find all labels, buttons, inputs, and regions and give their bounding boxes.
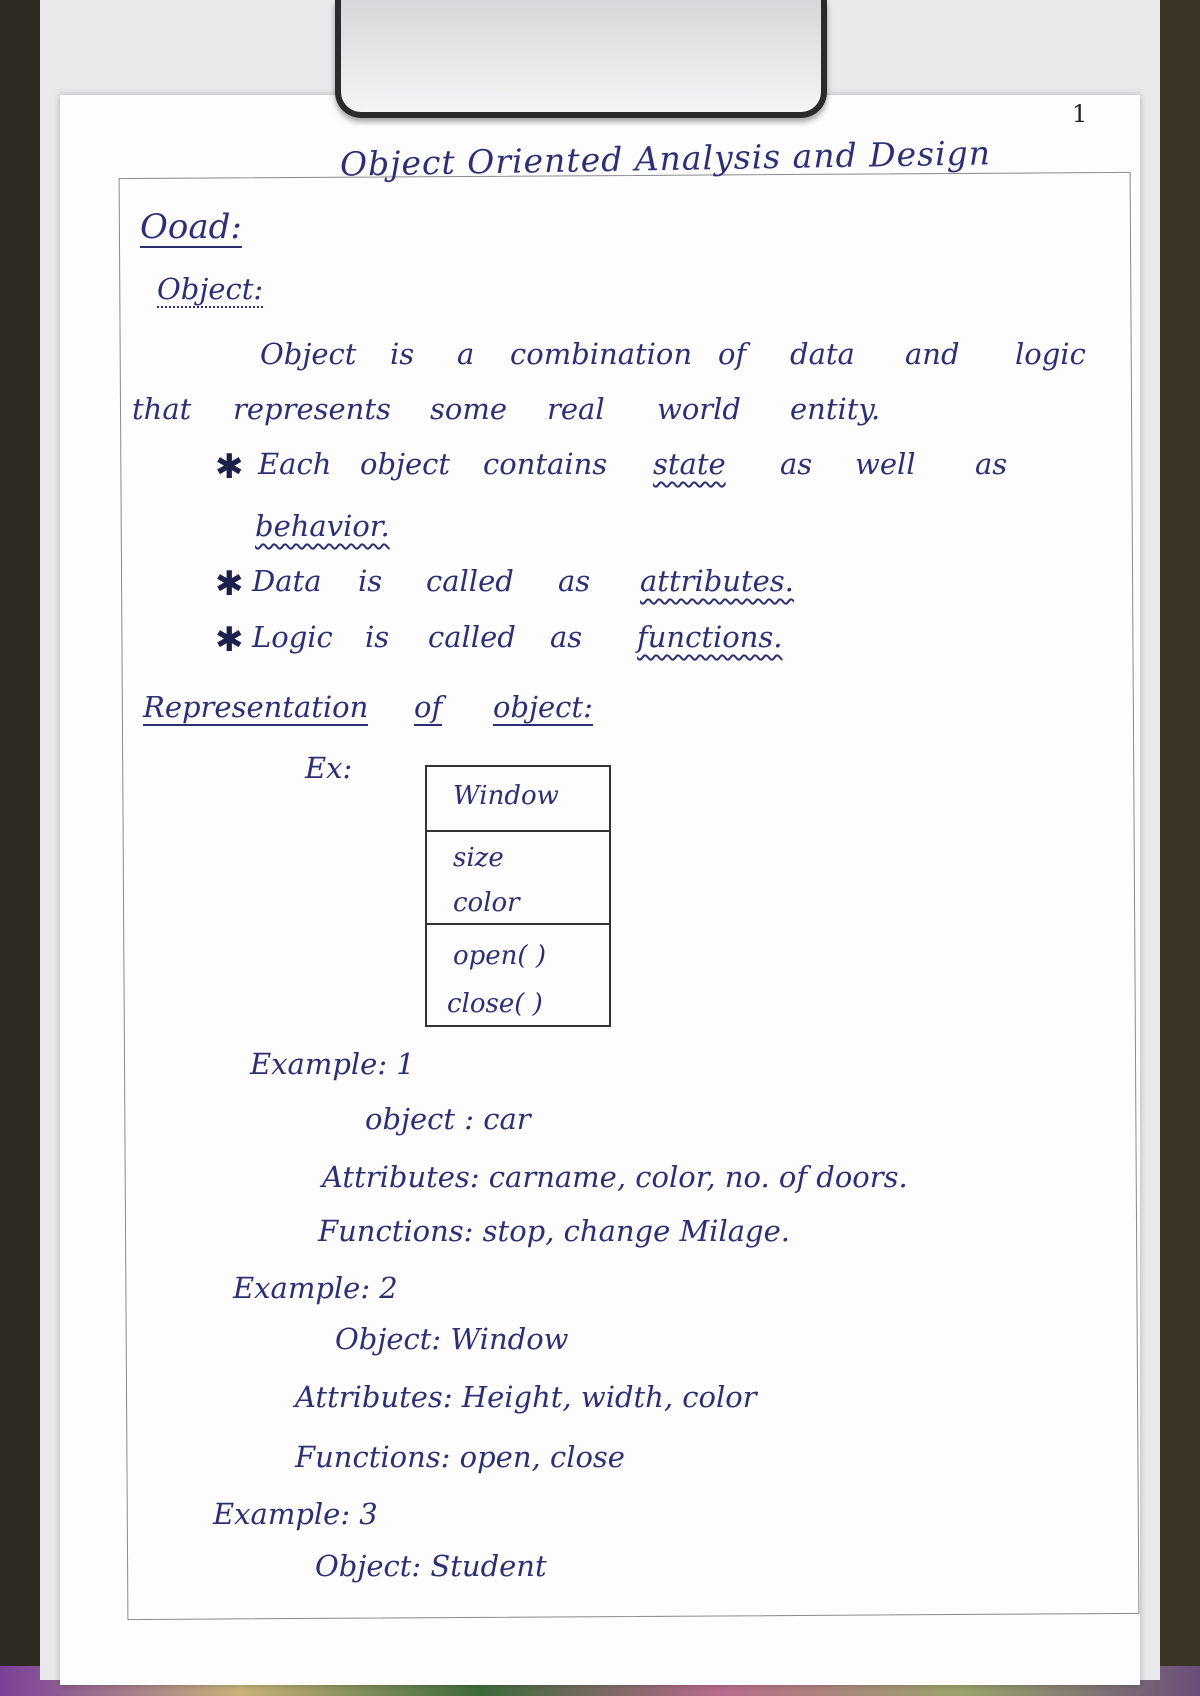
bullet-star-icon: ✱ xyxy=(215,620,244,660)
example-1-attributes: Attributes: carname, color, no. of doors. xyxy=(322,1160,908,1194)
handwritten-word: as xyxy=(780,447,813,481)
example-3-label: Example: 3 xyxy=(213,1497,378,1531)
example-1-object: object : car xyxy=(365,1102,531,1136)
handwritten-word: as xyxy=(550,620,583,654)
page-title: Object Oriented Analysis and Design xyxy=(339,133,992,184)
handwritten-word: called xyxy=(428,620,516,654)
handwritten-word: is xyxy=(358,564,383,598)
handwritten-word: that xyxy=(132,392,192,426)
diagram-attribute: color xyxy=(453,888,520,918)
handwritten-word: of xyxy=(718,337,747,371)
handwritten-word: state xyxy=(653,447,726,481)
handwritten-word: Object xyxy=(260,337,357,371)
handwritten-word: logic xyxy=(1015,337,1086,371)
handwritten-word: some xyxy=(430,392,508,426)
diagram-method: close( ) xyxy=(447,989,543,1019)
handwritten-word: Logic xyxy=(252,620,333,654)
bullet-star-icon: ✱ xyxy=(215,564,244,604)
handwritten-word: object xyxy=(360,447,451,481)
background-left xyxy=(0,0,40,1696)
handwritten-word: data xyxy=(790,337,855,371)
bullet-star-icon: ✱ xyxy=(215,447,244,487)
handwritten-word: as xyxy=(558,564,591,598)
handwritten-word: Representation xyxy=(143,690,369,724)
page-number: 1 xyxy=(1072,100,1088,128)
handwritten-word: world xyxy=(657,392,741,426)
example-1-label: Example: 1 xyxy=(250,1047,415,1081)
example-2-object: Object: Window xyxy=(335,1322,569,1356)
handwritten-word: is xyxy=(365,620,390,654)
handwritten-word: contains xyxy=(483,447,608,481)
handwritten-word: is xyxy=(390,337,415,371)
handwritten-word: a xyxy=(457,337,475,371)
example-2-functions: Functions: open, close xyxy=(295,1440,625,1474)
clipboard-clip xyxy=(335,0,827,118)
ooad-heading: Ooad: xyxy=(140,207,242,247)
handwritten-word: combination xyxy=(510,337,693,371)
example-2-attributes: Attributes: Height, width, color xyxy=(295,1380,757,1414)
handwritten-word: attributes. xyxy=(640,564,794,598)
bullet-1-line-2: behavior. xyxy=(255,509,390,543)
diagram-divider xyxy=(427,830,609,832)
handwritten-word: Data xyxy=(252,564,322,598)
diagram-divider xyxy=(427,923,609,925)
ex-label: Ex: xyxy=(305,751,353,785)
handwritten-word: and xyxy=(905,337,960,371)
handwritten-word: of xyxy=(414,690,443,724)
object-heading: Object: xyxy=(157,272,264,306)
example-3-object: Object: Student xyxy=(315,1549,547,1583)
background-right xyxy=(1160,0,1200,1696)
example-2-label: Example: 2 xyxy=(233,1271,398,1305)
object-diagram xyxy=(425,765,611,1027)
handwritten-word: object: xyxy=(493,690,593,724)
handwritten-word: represents xyxy=(233,392,391,426)
diagram-method: open( ) xyxy=(453,941,546,971)
handwritten-word: called xyxy=(426,564,514,598)
handwritten-word: functions. xyxy=(637,620,783,654)
example-1-functions: Functions: stop, change Milage. xyxy=(318,1214,790,1248)
diagram-attribute: size xyxy=(453,843,504,873)
handwritten-word: well xyxy=(855,447,916,481)
diagram-class-name: Window xyxy=(453,781,559,811)
handwritten-word: real xyxy=(547,392,605,426)
handwritten-word: Each xyxy=(258,447,332,481)
handwritten-word: entity. xyxy=(790,392,881,426)
handwritten-word: as xyxy=(975,447,1008,481)
